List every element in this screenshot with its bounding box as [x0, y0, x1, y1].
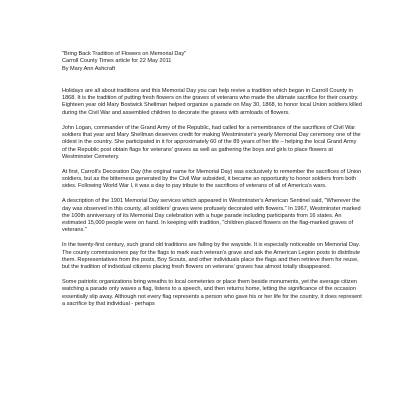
paragraph: John Logan, commander of the Grand Army of the Republic, had called for a remembrance of the sacrifices of Civil War soldiers that year and Mary Shellman deserves credit for making Westminster's yearly Memorial Day ceremony one of the oldest in the country. She participated in it for approximately 60 of the 89 years of her life – helping the local Grand Army of the Republic post obtain flags for veterans' graves as well as gathering the boys and girls to place flowers at Westminster Cemetery.	[62, 124, 361, 160]
paragraph: A description of the 1901 Memorial Day services which appeared in Westminster's American Sentinel said, "Wherever the day was observed in this county, all soldiers' graves were profusely decorated with flowers." In 1967, Westminster marked the 100th anniversary of its Memorial Day celebration with a huge parade including participants from 16 states. An estimated 15,000 people were on hand. In keeping with tradition, "children placed flowers on the flag-marked graves of veterans."	[62, 198, 361, 234]
publication-line: Carroll County Times article for 22 May 2011	[62, 58, 172, 65]
paragraph: In the twenty-first century, such grand old traditions are falling by the wayside. It is especially noticeable on Memorial Day. The county commissioners pay for the flags to mark each veteran's grave and ask the American Legion posts to distribute them. Representatives from the posts, Boy Scouts, and other individuals place the flags and then retrieve them for reuse, but the tradition of individual citizens placing fresh flowers on veterans' graves has almost totally disappeared.	[62, 242, 361, 271]
article-header	[62, 51, 362, 73]
byline: By Mary Ann Ashcraft	[62, 65, 116, 72]
article-title: "Bring Back Tradition of Flowers on Memorial Day"	[62, 51, 187, 57]
article-body	[62, 51, 362, 316]
paragraph: At first, Carroll's Decoration Day (the original name for Memorial Day) was exclusively to remember the sacrifices of Union soldiers, but as the bitterness generated by the Civil War subsided, it became an opportunity to honor soldiers from both sides. Following World War I, it was a day to pay tribute to the sacrifices of veterans of all of America's wars.	[62, 168, 362, 190]
paragraph: Holidays are all about traditions and this Memorial Day you can help revive a tradition which began in Carroll County in 1868. It is the tradition of putting fresh flowers on the graves of veterans who made the ultimate sacrifice for their country. Eighteen year old Mary Bostwick Shellman helped organize a parade on May 30, 1868, to honor local Union soldiers killed during the Civil War and assembled children to decorate the graves with armloads of flowers.	[62, 87, 362, 116]
paragraph: Some patriotic organizations bring wreaths to local cemeteries or place them beside monuments, yet the average citizen watching a parade only waves a flag, listens to a speech, and then returns home, letting the significance of the occasion essentially slip away. Although not every flag represents a person who gave his or her life for the country, it does represent a sacrifice by that individual - perhaps	[62, 279, 362, 307]
